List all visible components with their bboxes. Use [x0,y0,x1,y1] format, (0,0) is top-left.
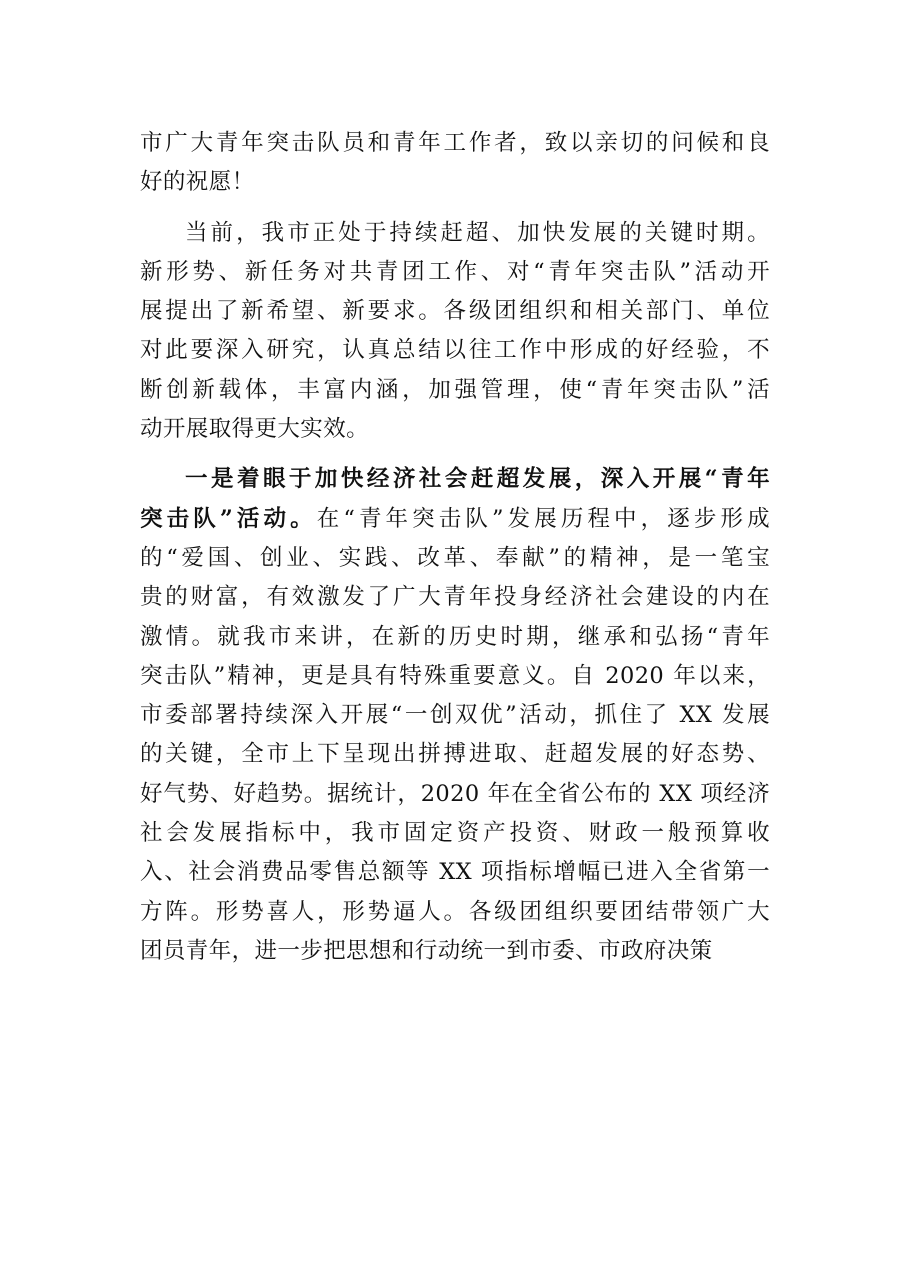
text-line [140,292,770,331]
body-text: 展提出了新希望、新要求。各级团组织和相关部门、单位 [140,298,770,325]
body-text: 好气势、好趋势。据统计，2020 年在全省公布的 XX 项经济 [140,780,770,807]
body-text: 贵的财富，有效激发了广大青年投身经济社会建设的内在 [140,584,770,611]
body-text: 动开展取得更大实效。 [140,416,370,443]
text-line [140,163,770,202]
paragraph-gap [140,203,770,214]
text-line [140,578,770,617]
paragraph-gap [140,449,770,460]
text-line [140,853,770,892]
text-line [140,618,770,657]
text-line [140,214,770,253]
text-line [140,253,770,292]
body-text: 市委部署持续深入开展“一创双优”活动，抓住了 XX 发展 [140,702,770,729]
bold-text: 一是着眼于加快经济社会赶超发展，深入开展“青年 [185,466,770,493]
text-line [140,331,770,370]
paragraph-p1 [140,124,770,203]
body-text: 当前，我市正处于持续赶超、加快发展的关键时期。 [185,219,770,246]
paragraph-p2 [140,214,770,450]
body-text: 好的祝愿！ [140,169,255,196]
body-text: 断创新载体，丰富内涵，加强管理，使“青年突击队”活 [140,376,770,403]
body-text: 突击队”精神，更是具有特殊重要意义。自 2020 年以来， [140,662,770,689]
text-line [140,735,770,774]
text-line [140,460,770,499]
text-line [140,775,770,814]
body-text: 的关键，全市上下呈现出拼搏进取、赶超发展的好态势、 [140,741,770,768]
text-line [140,893,770,932]
body-text: 方阵。形势喜人，形势逼人。各级团组织要团结带领广大 [140,898,770,925]
body-text: 在“青年突击队”发展历程中，逐步形成 [316,505,770,532]
text-line [140,814,770,853]
body-text: 新形势、新任务对共青团工作、对“青年突击队”活动开 [140,258,770,285]
text-line [140,539,770,578]
text-line [140,124,770,163]
text-line [140,371,770,410]
text-line [140,657,770,696]
body-text: 社会发展指标中，我市固定资产投资、财政一般预算收 [140,820,770,847]
text-line [140,696,770,735]
paragraph-p3 [140,460,770,971]
body-text: 对此要深入研究，认真总结以往工作中形成的好经验，不 [140,337,770,364]
text-line [140,500,770,539]
body-text: 团员青年，进一步把思想和行动统一到市委、市政府决策 [140,937,713,964]
body-text: 入、社会消费品零售总额等 XX 项指标增幅已进入全省第一 [140,859,770,886]
document-body [140,124,770,971]
body-text: 的“爱国、创业、实践、改革、奉献”的精神，是一笔宝 [140,544,770,571]
body-text: 市广大青年突击队员和青年工作者，致以亲切的问候和良 [140,130,770,156]
text-line [140,410,770,449]
body-text: 激情。就我市来讲，在新的历史时期，继承和弘扬“青年 [140,623,770,650]
bold-text: 突击队”活动。 [140,505,317,532]
text-line [140,932,770,971]
